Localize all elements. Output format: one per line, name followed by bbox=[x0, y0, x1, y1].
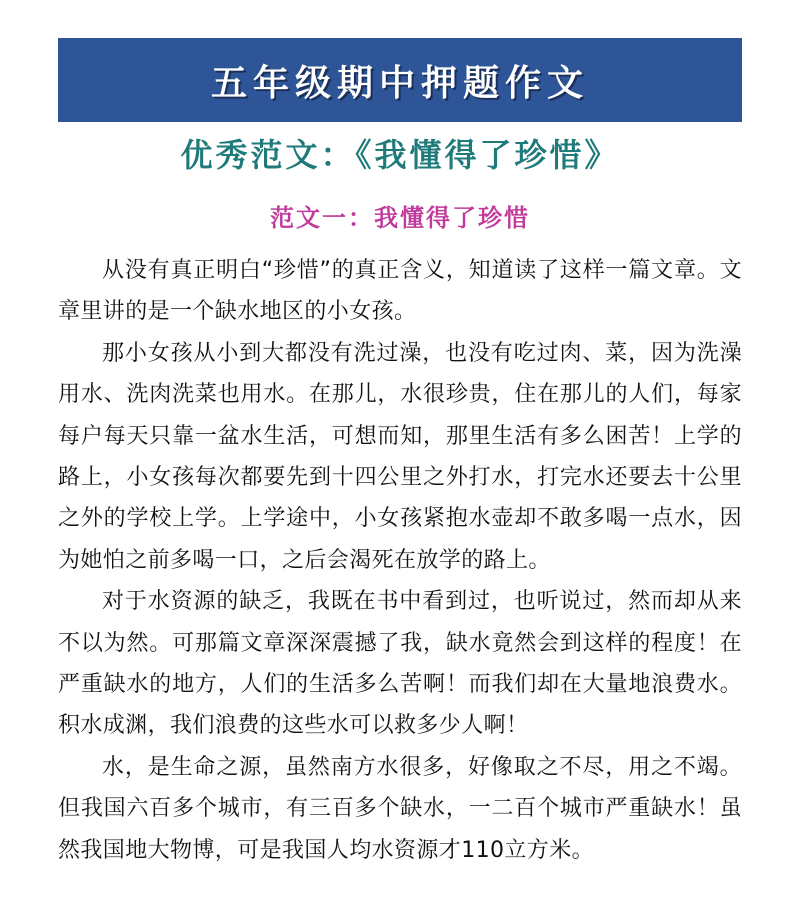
paragraph-1: 从没有真正明白“珍惜”的真正含义，知道读了这样一篇文章。文章里讲的是一个缺水地区的小女孩。 bbox=[58, 258, 742, 325]
page-title: 五年级期中押题作文 bbox=[210, 61, 589, 104]
paragraph-3: 对于水资源的缺乏，我既在书中看到过，也听说过，然而却从来不以为然。可那篇文章深深震撼了我，缺水竟然会到这样的程度！在严重缺水的地方，人们的生活多么苦啊！而我们却在大量地浪费水。积水成渊，我们浪费的这些水可以救多少人啊！ bbox=[58, 589, 742, 739]
section-title: 范文一：我懂得了珍惜 bbox=[270, 203, 530, 232]
title-banner bbox=[58, 38, 742, 122]
paragraph-2: 那小女孩从小到大都没有洗过澡，也没有吃过肉、菜，因为洗澡用水、洗肉洗菜也用水。在那儿，水很珍贵，住在那儿的人们，每家每户每天只靠一盆水生活，可想而知，那里生活有多么困苦！上学的路上，小女孩每次都要先到十四公里之外打水，打完水还要去十公里之外的学校上学。上学途中，小女孩紧抱水壶却不敢多喝一点水，因为她怕之前多喝一口，之后会渴死在放学的路上。 bbox=[58, 340, 742, 573]
article-body bbox=[58, 250, 742, 871]
essay-subtitle: 优秀范文：《我懂得了珍惜》 bbox=[180, 136, 620, 174]
paragraph-4: 水，是生命之源，虽然南方水很多，好像取之不尽，用之不竭。但我国六百多个城市，有三百多个缺水，一二百个城市严重缺水！虽然我国地大物博，可是我国人均水资源才110立方米。 bbox=[58, 754, 742, 863]
